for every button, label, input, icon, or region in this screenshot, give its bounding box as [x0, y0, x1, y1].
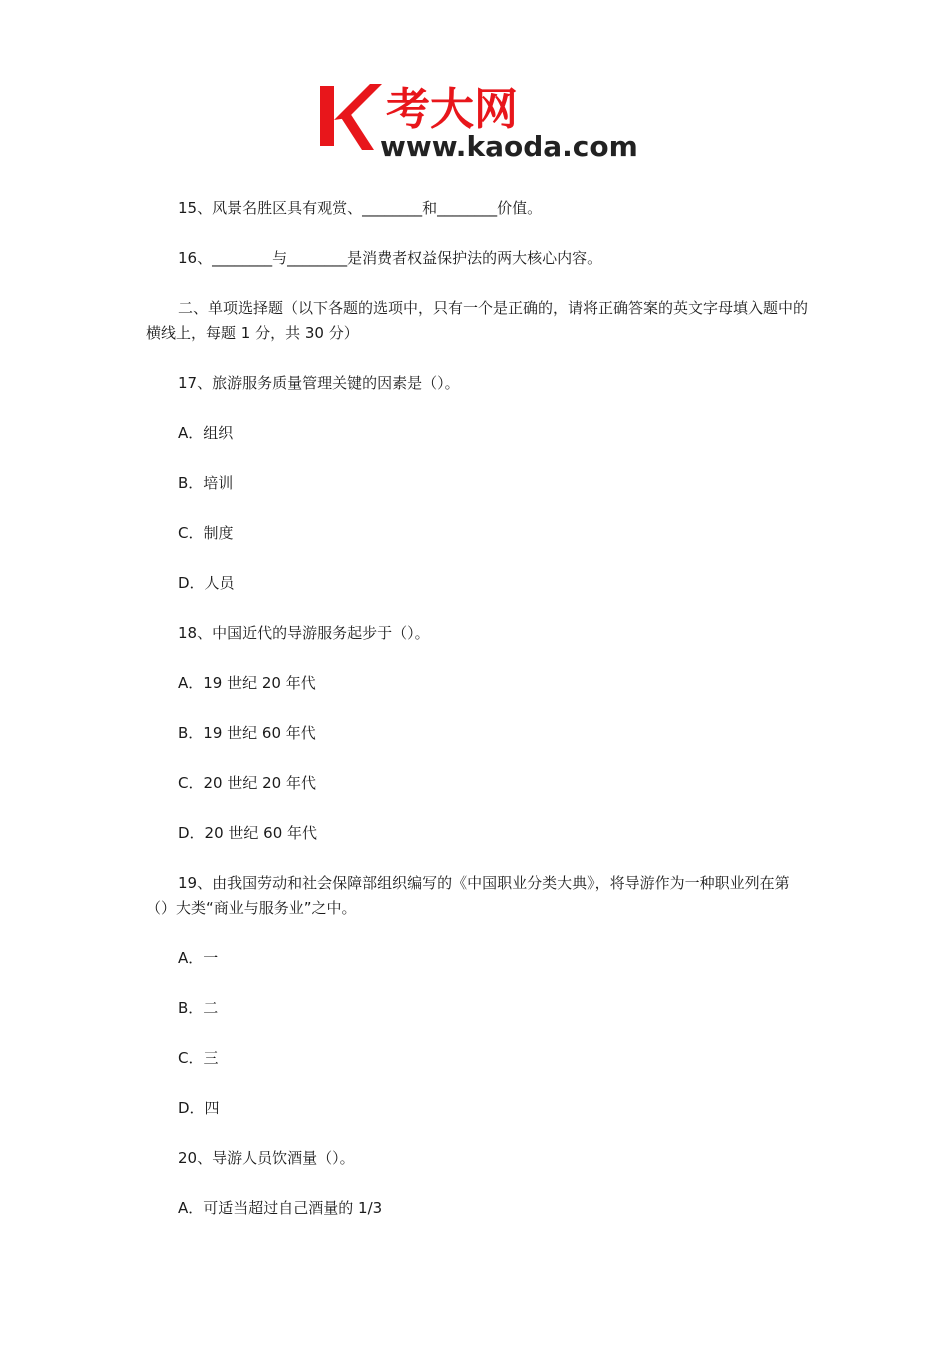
- question-17-option-b: B．培训: [178, 474, 234, 492]
- question-15: 15、风景名胜区具有观赏、________和________价值。: [178, 199, 543, 217]
- question-19-option-b: B．二: [178, 999, 219, 1017]
- question-17-option-c: C．制度: [178, 524, 234, 542]
- logo-url-text: www.kaoda.com: [380, 130, 638, 162]
- question-20-option-a: A．可适当超过自己酒量的 1/3: [178, 1199, 383, 1217]
- section-2-heading: 二、单项选择题（以下各题的选项中，只有一个是正确的，请将正确答案的英文字母填入题中的横线上，每题 1 分，共 30 分）: [146, 299, 809, 342]
- question-19-option-a: A．一: [178, 949, 219, 967]
- question-18-option-a: A．19 世纪 20 年代: [178, 674, 316, 692]
- question-19-option-d: D．四: [178, 1099, 220, 1117]
- question-19-option-c: C．三: [178, 1049, 219, 1067]
- question-17-stem: 17、旅游服务质量管理关键的因素是（）。: [178, 374, 460, 392]
- question-18-stem: 18、中国近代的导游服务起步于（）。: [178, 624, 430, 642]
- question-18-option-c: C．20 世纪 20 年代: [178, 774, 316, 792]
- question-18-option-b: B．19 世纪 60 年代: [178, 724, 316, 742]
- logo-chinese-text: 考大网: [386, 84, 518, 135]
- question-17-option-a: A．组织: [178, 424, 234, 442]
- question-19-stem: 19、由我国劳动和社会保障部组织编写的《中国职业分类大典》，将导游作为一种职业列在第（）大类“商业与服务业”之中。: [146, 874, 790, 917]
- question-20-stem: 20、导游人员饮酒量（）。: [178, 1149, 355, 1167]
- question-16: 16、________与________是消费者权益保护法的两大核心内容。: [178, 249, 603, 267]
- question-17-option-d: D．人员: [178, 574, 235, 592]
- kaoda-logo-mark: [318, 80, 640, 162]
- kaoda-logo: [318, 80, 640, 162]
- question-18-option-d: D．20 世纪 60 年代: [178, 824, 318, 842]
